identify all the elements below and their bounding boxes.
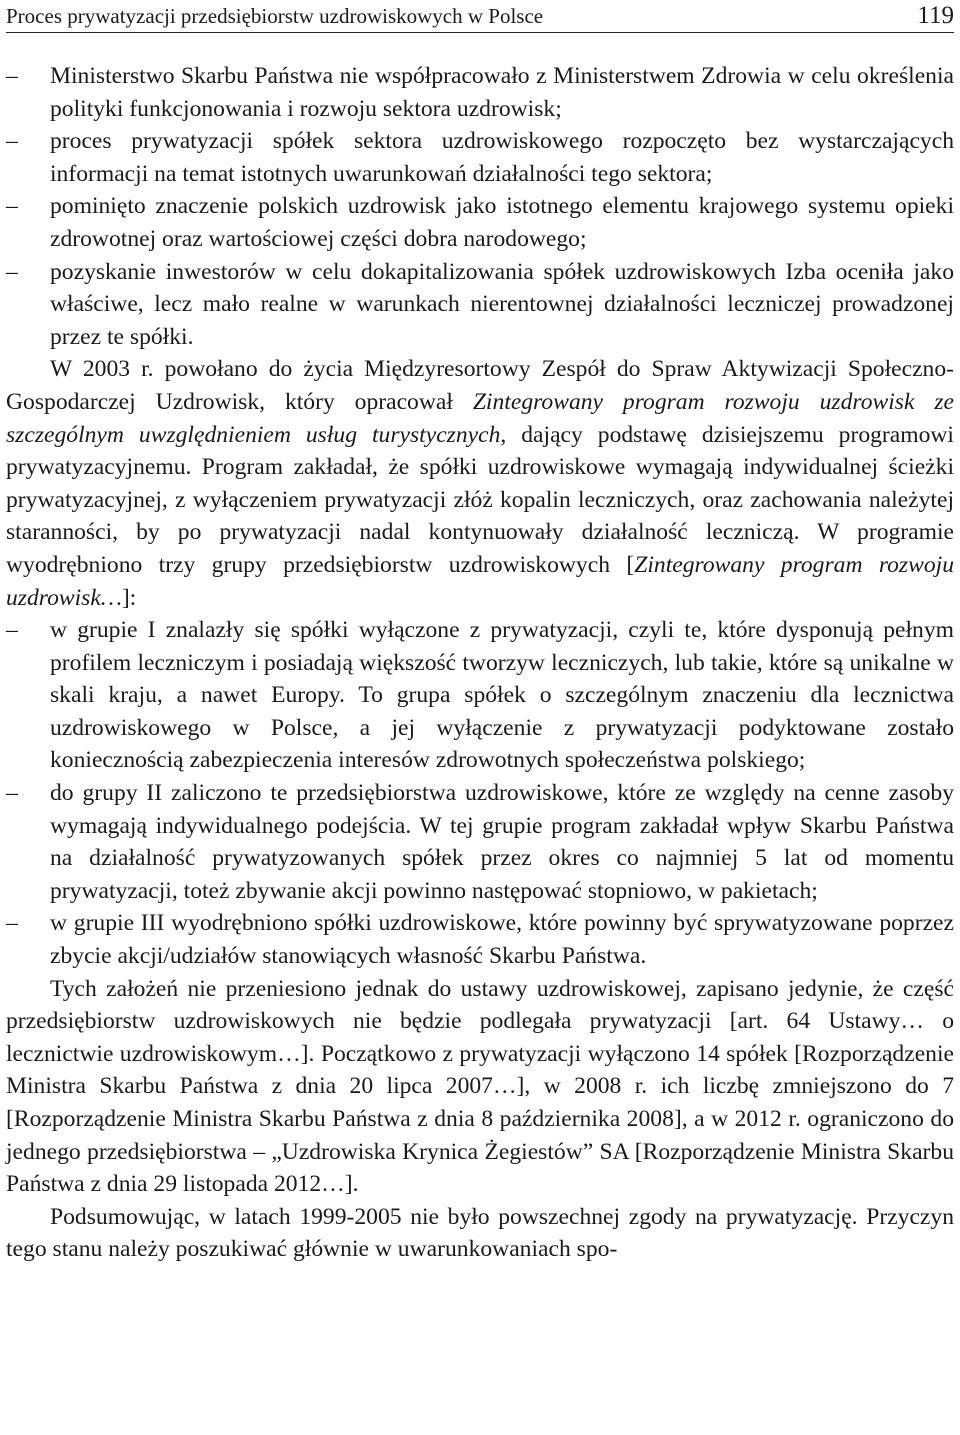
dash-bullet: – <box>6 910 18 937</box>
italic-title: Zintegrowany program rozwoju uzdrowisk ze szczególnym uwzględnieniem usług turystycznych <box>6 388 954 448</box>
dash-bullet: – <box>6 258 18 285</box>
list-item: – Ministerstwo Skarbu Państwa nie współpracowało z Ministerstwem Zdrowia w celu określenia polityki funkcjonowania i rozwoju sektora uzdrowisk; <box>6 60 954 125</box>
italic-title: Zintegrowany program rozwoju uzdrowisk… <box>6 551 955 611</box>
findings-list <box>6 60 954 353</box>
list-item: – pominięto znaczenie polskich uzdrowisk jako istotnego elementu krajowego systemu opieki zdrowotnej oraz wartościowej części dobra narodowego; <box>6 190 954 255</box>
list-item: – w grupie I znalazły się spółki wyłączone z prywatyzacji, czyli te, które dysponują pełnym profilem leczniczym i posiadają większość tworzyw leczniczych, lub takie, które są unikalne w skali kraju, a nawet Europy. To grupa spółek o szczególnym znaczeniu dla lecznictwa uzdrowiskowego w Polsce, a jej wyłączenie z prywatyzacji podyktowane zostało koniecznością zabezpieczenia interesów zdrowotnych społeczeństwa polskiego; <box>6 614 954 777</box>
dash-bullet: – <box>6 128 18 155</box>
groups-list <box>6 614 954 973</box>
dash-bullet: – <box>6 193 18 220</box>
paragraph: W 2003 r. powołano do życia Międzyresortowy Zespół do Spraw Aktywizacji Społeczno-Gospodarczej Uzdrowisk, który opracował Zintegrowany program rozwoju uzdrowisk ze szczególnym uwzględnieniem usług turystycznych, dający podstawę dzisiejszemu programowi prywatyzacyjnemu. Program zakładał, że spółki uzdrowiskowe wymagają indywidualnej ścieżki prywatyzacyjnej, z wyłączeniem prywatyzacji złóż kopalin leczniczych, oraz zachowania należytej staranności, by po prywatyzacji nadal kontynuowały działalność leczniczą. W programie wyodrębniono trzy grupy przedsiębiorstw uzdrowiskowych [Zintegrowany program rozwoju uzdrowisk…]: <box>6 356 955 611</box>
body-text <box>6 60 954 1266</box>
running-title: Proces prywatyzacji przedsiębiorstw uzdrowiskowych w Polsce <box>6 4 544 28</box>
list-item: – pozyskanie inwestorów w celu dokapitalizowania spółek uzdrowiskowych Izba oceniła jako właściwe, lecz mało realne w warunkach nierentownej działalności leczniczej prowadzonej przez te spółki. <box>6 256 954 354</box>
list-item: – proces prywatyzacji spółek sektora uzdrowiskowego rozpoczęto bez wystarczających informacji na temat istotnych uwarunkowań działalności tego sektora; <box>6 125 954 190</box>
paragraph: Podsumowując, w latach 1999-2005 nie było powszechnej zgody na prywatyzację. Przyczyn tego stanu należy poszukiwać głównie w uwarunkowaniach spo- <box>6 1203 954 1263</box>
page-number: 119 <box>917 2 954 29</box>
paragraph: Tych założeń nie przeniesiono jednak do ustawy uzdrowiskowej, zapisano jedynie, że część przedsiębiorstw uzdrowiskowych nie będzie podlegała prywatyzacji [art. 64 Ustawy… o lecznictwie uzdrowiskowym…]. Początkowo z prywatyzacji wyłączono 14 spółek [Rozporządzenie Ministra Skarbu Państwa z dnia 20 lipca 2007…], w 2008 r. ich liczbę zmniejszono do 7 [Rozporządzenie Ministra Skarbu Państwa z dnia 8 października 2008], a w 2012 r. ograniczono do jednego przedsiębiorstwa – „Uzdrowiska Krynica Żegiestów” SA [Rozporządzenie Ministra Skarbu Państwa z dnia 29 listopada 2012…]. <box>6 975 954 1198</box>
list-item: – w grupie III wyodrębniono spółki uzdrowiskowe, które powinny być sprywatyzowane poprzez zbycie akcji/udziałów stanowiących własność Skarbu Państwa. <box>6 907 954 972</box>
dash-bullet: – <box>6 63 18 89</box>
list-item: – do grupy II zaliczono te przedsiębiorstwa uzdrowiskowe, które ze względy na cenne zasoby wymagają indywidualnego podejścia. W tej grupie program zakładał wpływ Skarbu Państwa na działalność prywatyzowanych spółek przez okres co najmniej 5 lat od momentu prywatyzacji, toteż zbywanie akcji powinno następować stopniowo, w pakietach; <box>6 777 954 907</box>
dash-bullet: – <box>6 780 18 807</box>
document-page <box>6 0 954 1266</box>
running-header <box>6 2 954 33</box>
dash-bullet: – <box>6 617 18 644</box>
